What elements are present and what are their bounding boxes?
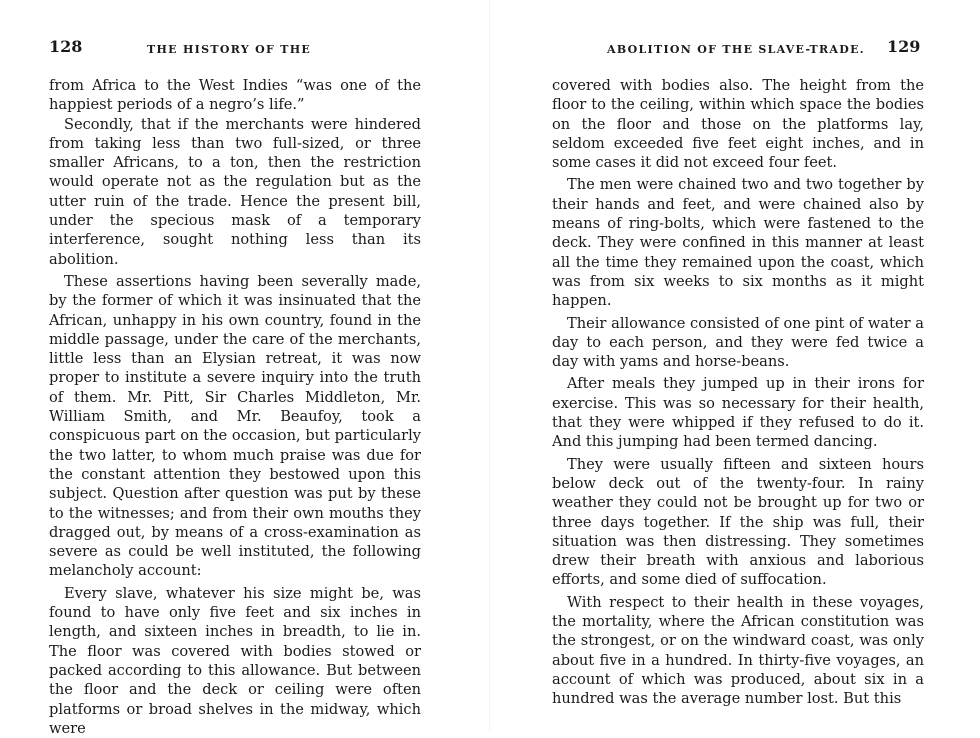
right-paragraph-3: Their allowance consisted of one pint of water a day to each person, and they were fed twice a day with yams and horse-beans. [552,314,924,371]
left-text-column [49,76,421,738]
right-paragraph-2: The men were chained two and two together by their hands and feet, and were chained also by means of ring-bolts, which were fastened to the deck. They were confined in this manner at least all the time they remained upon the coast, which was from six weeks to six months as it might happen. [552,176,924,310]
right-running-head: ABOLITION OF THE SLAVE-TRADE. [607,43,865,56]
left-page [0,0,490,737]
left-paragraph-1: from Africa to the West Indies “was one of the happiest periods of a negro’s life.” [49,77,421,114]
right-page [490,0,980,731]
right-paragraph-1: covered with bodies also. The height from the floor to the ceiling, within which space the bodies on the floor and those on the platforms lay, seldom exceeded five feet eight inches, and in some cases it did not exceed four feet. [552,77,924,172]
left-paragraph-2: Secondly, that if the merchants were hindered from taking less than two full-sized, or three smaller Africans, to a ton, then the restriction would operate not as the regulation but as the utter ruin of the trade. Hence the present bill, under the specious mask of a temporary interference, sought nothing less than its abolition. [49,115,421,268]
right-page-number: 129 [887,37,921,56]
right-paragraph-5: They were usually fifteen and sixteen hours below deck out of the twenty-four. In rainy weather they could not be brought up for two or three days together. If the ship was full, their situation was then distressing. They sometimes drew their breath with anxious and laborious efforts, and some died of suffocation. [552,455,924,589]
left-page-number: 128 [49,37,83,56]
left-paragraph-3: These assertions having been severally made, by the former of which it was insinuated that the African, unhappy in his own country, found in the middle passage, under the care of the merchants, little less than an Elysian retreat, it was now proper to institute a severe inquiry into the truth of them. Mr. Pitt, Sir Charles Middleton, Mr. William Smith, and Mr. Beaufoy, took a conspicuous part on the occasion, but particularly the two latter, to whom much praise was due for the constant attention they bestowed upon this subject. Question after question was put by these to the witnesses; and from their own mouths they dragged out, by means of a cross-examination as severe as could be well instituted, the following melancholy account: [49,272,421,580]
right-paragraph-4: After meals they jumped up in their irons for exercise. This was so necessary for their health, that they were whipped if they refused to do it. And this jumping had been termed dancing. [552,375,924,451]
left-running-head: THE HISTORY OF THE [147,43,312,56]
right-paragraph-6: With respect to their health in these voyages, the mortality, where the African constitution was the strongest, or on the windward coast, was only about five in a hundred. In thirty-five voyages, an account of which was produced, about six in a hundred was the average number lost. But this [552,593,924,708]
left-paragraph-4: Every slave, whatever his size might be, was found to have only five feet and six inches in length, and sixteen inches in breadth, to lie in. The floor was covered with bodies stowed or packed according to this allowance. But between the floor and the deck or ceiling were often platforms or broad shelves in the midway, which were [49,584,421,737]
right-text-column [552,76,924,709]
